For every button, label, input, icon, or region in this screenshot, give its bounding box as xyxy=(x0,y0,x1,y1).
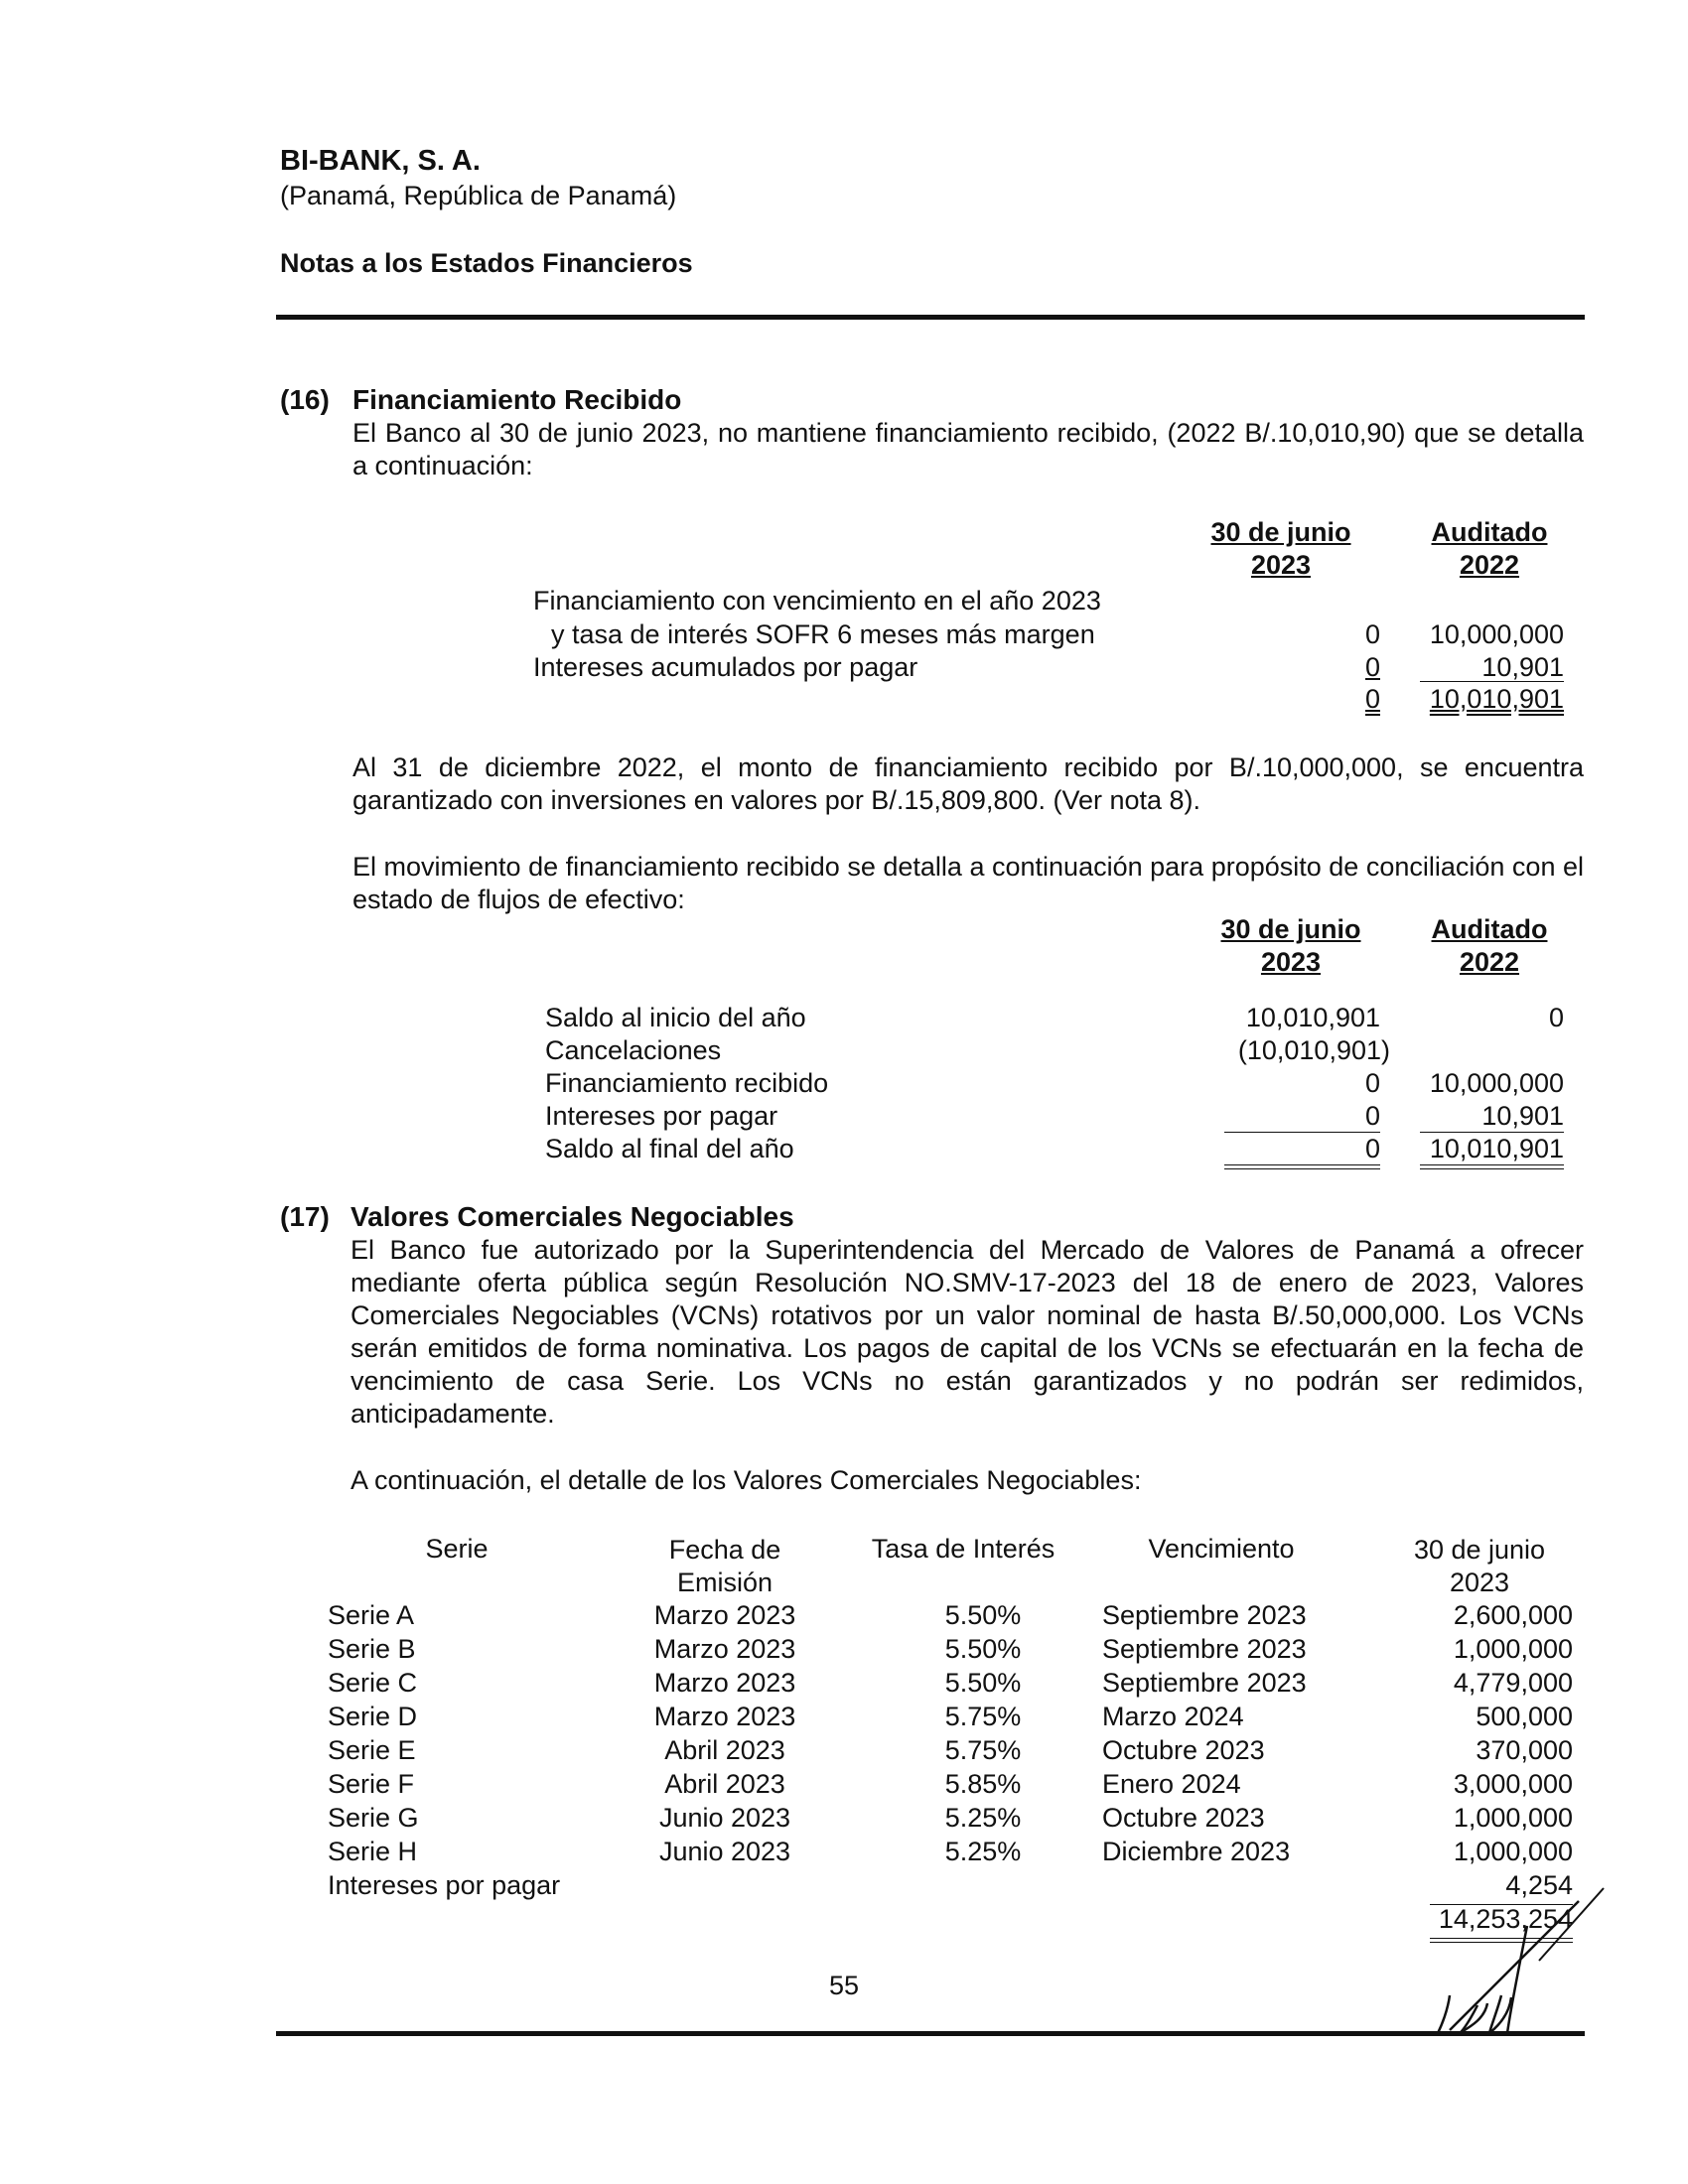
table1-total-2023-text: 0 xyxy=(1364,684,1380,714)
vcn-header-monto xyxy=(1375,1534,1584,1599)
vcn-row-fecha: Marzo 2023 xyxy=(653,1668,796,1698)
section-16-para2: Al 31 de diciembre 2022, el monto de financiamiento recibido por B/.10,000,000, se encuentra garantizado con inversiones en valores por B/.15,809,800. (Ver nota 8). xyxy=(352,752,1584,815)
table1-row2-value-2023 xyxy=(1261,652,1380,683)
vcn-header-fecha-line1: Fecha de xyxy=(668,1535,781,1565)
vcn-total: 14,253,254 xyxy=(1438,1904,1573,1934)
vcn-row-serie: Serie D xyxy=(328,1702,418,1731)
vcn-row xyxy=(328,1837,1584,1870)
vcn-interest-row xyxy=(328,1870,1584,1904)
vcn-row-serie: Serie A xyxy=(328,1600,415,1630)
vcn-row-tasa: 5.85% xyxy=(944,1769,1022,1799)
page-number: 55 xyxy=(828,1971,860,2000)
section-16-title: Financiamiento Recibido xyxy=(352,384,682,415)
vcn-header-fecha-line2: Emisión xyxy=(676,1568,774,1597)
table2-subtotal-rule-2022 xyxy=(1420,1132,1564,1133)
vcn-row-vencimiento: Enero 2024 xyxy=(1102,1769,1241,1799)
section-17-number: (17) xyxy=(280,1201,330,1232)
table2-subtotal-rule-2023 xyxy=(1224,1132,1380,1133)
table2-row-value-2023: 0 xyxy=(1364,1101,1380,1131)
vcn-table-body xyxy=(328,1600,1584,1938)
vcn-row-tasa: 5.25% xyxy=(944,1803,1022,1833)
table2-row-label: Saldo al final del año xyxy=(545,1134,794,1163)
section-17-para2: A continuación, el detalle de los Valores Comerciales Negociables: xyxy=(351,1465,1142,1495)
vcn-row-fecha: Marzo 2023 xyxy=(653,1702,796,1731)
vcn-row-serie: Serie C xyxy=(328,1668,418,1698)
vcn-row-fecha: Junio 2023 xyxy=(658,1803,791,1833)
section-16-para3: El movimiento de financiamiento recibido se detalla a continuación para propósito de conciliación con el estado de flujos de efectivo: xyxy=(352,852,1584,914)
table1-col1-header-line2: 2023 xyxy=(1250,550,1312,580)
table2-row-value-2023: 0 xyxy=(1364,1134,1380,1163)
vcn-row-fecha: Abril 2023 xyxy=(664,1769,785,1799)
vcn-row-tasa: 5.50% xyxy=(944,1600,1022,1630)
vcn-row-fecha: Marzo 2023 xyxy=(653,1600,796,1630)
table2-row-value-2022: 0 xyxy=(1548,1003,1564,1032)
table2-row-value-2022: 10,000,000 xyxy=(1429,1068,1564,1098)
table2-col2-header-line2: 2022 xyxy=(1459,947,1520,977)
vcn-row-vencimiento: Septiembre 2023 xyxy=(1102,1634,1307,1664)
vcn-header-monto-line2: 2023 xyxy=(1449,1568,1510,1597)
table2-col1-header-line2: 2023 xyxy=(1260,947,1322,977)
vcn-row-vencimiento: Octubre 2023 xyxy=(1102,1803,1265,1833)
vcn-row-serie: Serie H xyxy=(328,1837,418,1866)
table2-row-label: Cancelaciones xyxy=(545,1035,722,1065)
vcn-row xyxy=(328,1702,1584,1735)
table2-col1-header-line1: 30 de junio xyxy=(1220,914,1361,944)
company-country: (Panamá, República de Panamá) xyxy=(280,181,677,210)
table2-total-rule-2022 xyxy=(1420,1164,1564,1169)
table2-row-value-2023: 10,010,901 xyxy=(1245,1003,1380,1032)
vcn-row xyxy=(328,1735,1584,1769)
vcn-interest-value: 4,254 xyxy=(1505,1870,1573,1900)
vcn-row-tasa: 5.75% xyxy=(944,1735,1022,1765)
vcn-header-fecha xyxy=(616,1534,834,1599)
notes-title: Notas a los Estados Financieros xyxy=(280,248,693,278)
vcn-row-fecha: Marzo 2023 xyxy=(653,1634,796,1664)
vcn-row-monto: 370,000 xyxy=(1476,1735,1573,1765)
vcn-row-monto: 3,000,000 xyxy=(1453,1769,1573,1799)
vcn-header-monto-line1: 30 de junio xyxy=(1413,1535,1546,1565)
section-17-title: Valores Comerciales Negociables xyxy=(351,1201,794,1232)
table2-row-value-2023: (10,010,901) xyxy=(1237,1035,1390,1065)
table1-row1-value-2022: 10,000,000 xyxy=(1429,619,1564,649)
table2-col2-header xyxy=(1390,913,1589,979)
vcn-row xyxy=(328,1803,1584,1837)
table1-col2-header-line1: Auditado xyxy=(1431,517,1548,547)
section-16-number: (16) xyxy=(280,384,330,415)
vcn-row xyxy=(328,1668,1584,1702)
vcn-row-monto: 1,000,000 xyxy=(1453,1837,1573,1866)
vcn-row-tasa: 5.50% xyxy=(944,1668,1022,1698)
vcn-row-tasa: 5.50% xyxy=(944,1634,1022,1664)
vcn-header-vencimiento: Vencimiento xyxy=(1148,1534,1295,1564)
vcn-row-vencimiento: Septiembre 2023 xyxy=(1102,1600,1307,1630)
vcn-row-monto: 4,779,000 xyxy=(1453,1668,1573,1698)
vcn-row xyxy=(328,1634,1584,1668)
vcn-row-serie: Serie G xyxy=(328,1803,419,1833)
vcn-row-monto: 2,600,000 xyxy=(1453,1600,1573,1630)
table2-row-label: Saldo al inicio del año xyxy=(545,1003,806,1032)
vcn-row-vencimiento: Octubre 2023 xyxy=(1102,1735,1265,1765)
vcn-total-row xyxy=(328,1904,1584,1938)
table1-col1-header-line1: 30 de junio xyxy=(1210,517,1351,547)
footer-rule xyxy=(276,2031,1585,2036)
vcn-row-tasa: 5.75% xyxy=(944,1702,1022,1731)
vcn-row-vencimiento: Diciembre 2023 xyxy=(1102,1837,1291,1866)
vcn-row-serie: Serie F xyxy=(328,1769,415,1799)
vcn-row-vencimiento: Marzo 2024 xyxy=(1102,1702,1244,1731)
vcn-row-monto: 500,000 xyxy=(1476,1702,1573,1731)
table2-col1-header xyxy=(1192,913,1390,979)
table1-total-2023 xyxy=(1261,684,1380,715)
vcn-row-serie: Serie B xyxy=(328,1634,416,1664)
vcn-header-tasa: Tasa de Interés xyxy=(871,1534,1055,1564)
vcn-row xyxy=(328,1769,1584,1803)
table2-col2-header-line1: Auditado xyxy=(1431,914,1548,944)
table1-row2-label: Intereses acumulados por pagar xyxy=(533,652,918,682)
vcn-row-monto: 1,000,000 xyxy=(1453,1634,1573,1664)
vcn-header-serie: Serie xyxy=(425,1534,489,1564)
signature-initials xyxy=(1430,1886,1628,2035)
table1-col2-header-line2: 2022 xyxy=(1459,550,1520,580)
table1-row1-label-line2: y tasa de interés SOFR 6 meses más margen xyxy=(551,619,1095,649)
table2-total-rule-2023 xyxy=(1224,1164,1380,1169)
table1-row1-value-2023: 0 xyxy=(1364,619,1380,649)
vcn-row xyxy=(328,1600,1584,1634)
company-name: BI-BANK, S. A. xyxy=(280,145,481,177)
section-16-intro: El Banco al 30 de junio 2023, no mantiene financiamiento recibido, (2022 B/.10,010,90) que se detalla a continuación: xyxy=(352,418,1584,480)
table2-row-label: Financiamiento recibido xyxy=(545,1068,829,1098)
table1-row2-value-2023-text: 0 xyxy=(1364,652,1380,682)
vcn-row-monto: 1,000,000 xyxy=(1453,1803,1573,1833)
vcn-row-fecha: Junio 2023 xyxy=(658,1837,791,1866)
table1-total-2022-text: 10,010,901 xyxy=(1429,684,1564,714)
vcn-row-vencimiento: Septiembre 2023 xyxy=(1102,1668,1307,1698)
table2-row-value-2022: 10,901 xyxy=(1481,1101,1564,1131)
table1-col2-header xyxy=(1390,516,1589,582)
table2-row-value-2022: 10,010,901 xyxy=(1429,1134,1564,1163)
section-17-intro: El Banco fue autorizado por la Superintendencia del Mercado de Valores de Panamá a ofrecer mediante oferta pública según Resolución NO.SMV-17-2023 del 18 de enero de 2023, Valores Comerciales Negociables (VCNs) rotativos por un valor nominal de hasta B/.50,000,000. Los VCNs serán emitidos de forma nominativa. Los pagos de capital de los VCNs se efectuarán en la fecha de vencimiento de casa Serie. Los VCNs no están garantizados y no podrán ser redimidos, anticipadamente. xyxy=(351,1235,1584,1429)
vcn-interest-label: Intereses por pagar xyxy=(328,1870,561,1900)
vcn-row-fecha: Abril 2023 xyxy=(664,1735,785,1765)
vcn-row-serie: Serie E xyxy=(328,1735,416,1765)
table1-row2-value-2022: 10,901 xyxy=(1481,652,1564,682)
header-rule xyxy=(276,315,1585,320)
table1-row1-label-line1: Financiamiento con vencimiento en el año 2023 xyxy=(533,586,1101,615)
table1-total-2022 xyxy=(1390,684,1564,715)
table2-row-label: Intereses por pagar xyxy=(545,1101,778,1131)
table1-col1-header xyxy=(1182,516,1380,582)
table2-row-value-2023: 0 xyxy=(1364,1068,1380,1098)
vcn-row-tasa: 5.25% xyxy=(944,1837,1022,1866)
